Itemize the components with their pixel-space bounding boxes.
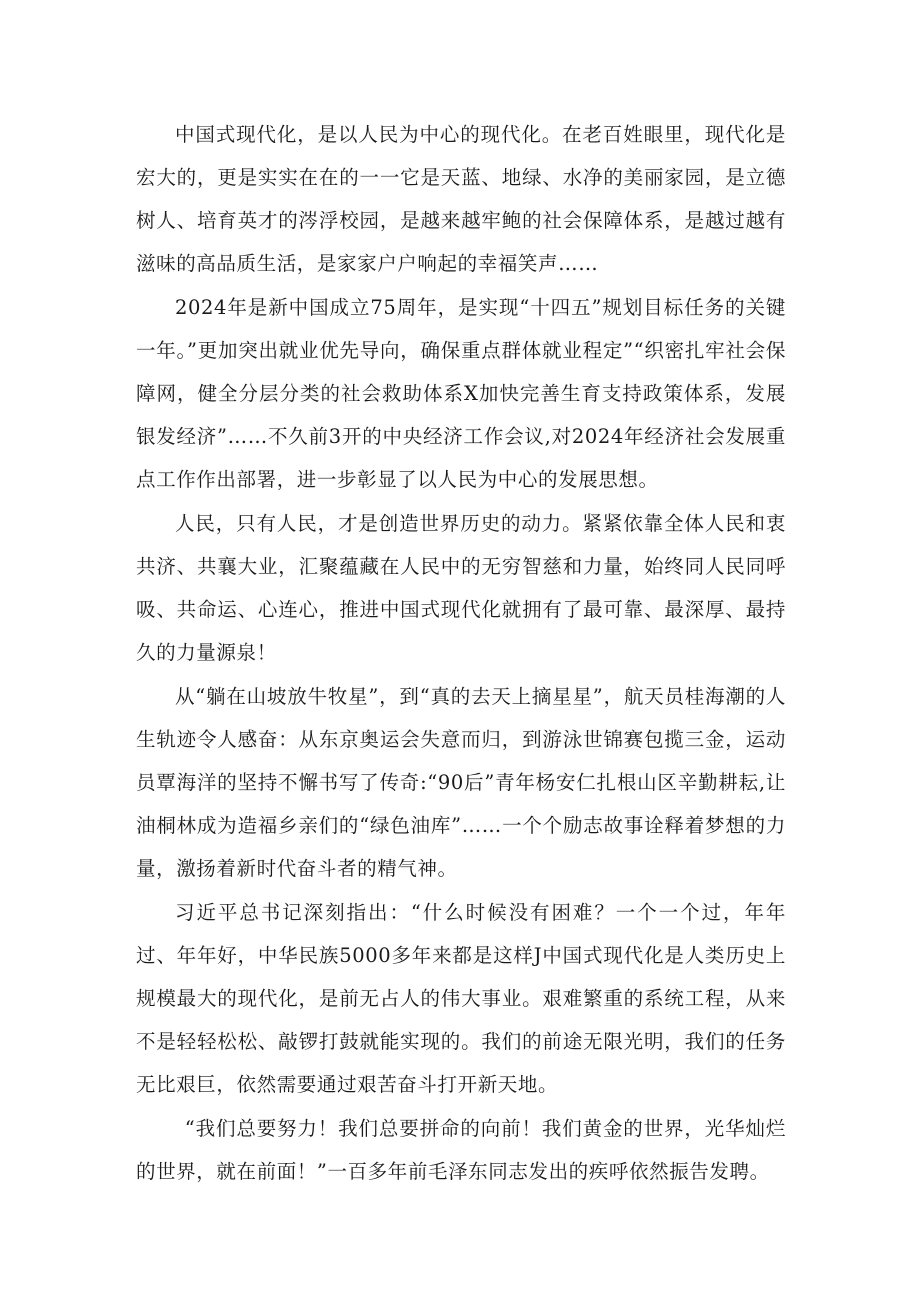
paragraph-2: 2024年是新中国成立75周年，是实现“十四五”规划目标任务的关键一年。”更加突出就业优先导向，确保重点群体就业程定”“织密扎牢社会保障网，健全分层分类的社会救助体系X加快完善生育支持政策体系，发展银发经济”……不久前3开的中央经济工作会议,对2024年经济社会发展重点工作作出部署，进一步彰显了以人民为中心的发展思想。 (136, 296, 786, 491)
paragraph-6: “我们总要努力！我们总要拼命的向前！我们黄金的世界，光华灿烂的世界，就在前面！”一百多年前毛泽东同志发出的疾呼依然振告发聘。 (136, 1117, 786, 1183)
paragraph-4: 从“躺在山坡放牛牧星”，到“真的去天上摘星星”，航天员桂海潮的人生轨迹令人感奋：从东京奥运会失意而归，到游泳世锦赛包揽三金，运动员覃海洋的坚持不懈书写了传奇:“90后”青年杨安仁扎根山区辛勤耕耘,让油桐林成为造福乡亲们的“绿色油库”……一个个励志故事诠释着梦想的力量，激扬着新时代奋斗者的精气神。 (136, 685, 786, 880)
paragraph-3: 人民，只有人民，才是创造世界历史的动力。紧紧依靠全体人民和衷共济、共襄大业，汇聚蕴藏在人民中的无穷智慈和力量，始终同人民同呼吸、共命运、心连心，推进中国式现代化就拥有了最可靠、最深厚、最持久的力量源泉！ (136, 512, 786, 664)
paragraph-5: 习近平总书记深刻指出：“什么时候没有困难？一个一个过，年年过、年年好，中华民族5000多年来都是这样J中国式现代化是人类历史上规模最大的现代化，是前无占人的伟大事业。艰难繁重的系统工程，从来不是轻轻松松、敲锣打鼓就能实现的。我们的前途无限光明，我们的任务无比艰巨，依然需要通过艰苦奋斗打开新天地。 (136, 901, 786, 1096)
paragraph-1: 中国式现代化，是以人民为中心的现代化。在老百姓眼里，现代化是宏大的，更是实实在在的一一它是天蓝、地绿、水净的美丽家园，是立德树人、培育英才的涔浮校园，是越来越牢鲍的社会保障体系，是越过越有滋味的高品质生活，是家家户户响起的幸福笑声…… (136, 123, 786, 275)
